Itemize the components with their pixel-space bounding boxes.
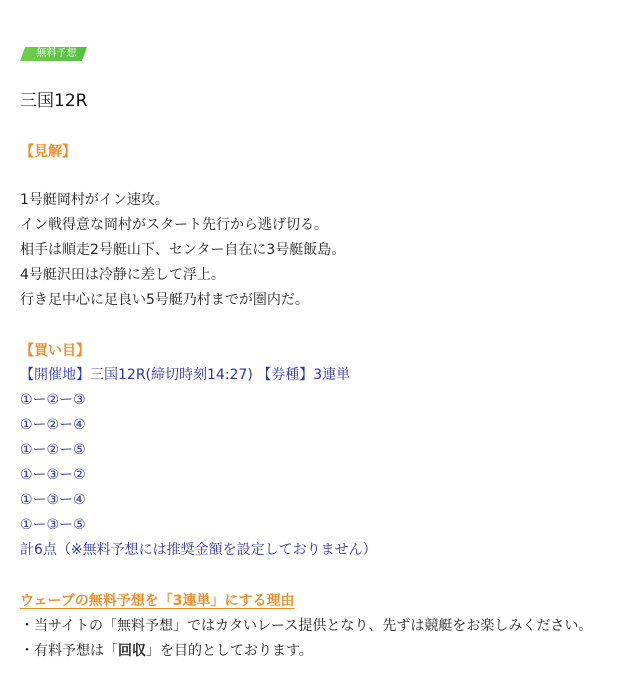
reason-line xyxy=(20,639,592,664)
bets-list xyxy=(20,363,377,563)
reason-line-prefix: ・有料予想は「 xyxy=(20,643,118,659)
reason-emphasis: 回収 xyxy=(118,643,146,659)
bet-combo: ①ー③ー⑤ xyxy=(20,517,86,533)
bet-combo: ①ー③ー④ xyxy=(20,492,86,508)
view-line: 1号艇岡村がイン速攻。 xyxy=(20,192,169,208)
reason-line-suffix: 」を目的としております。 xyxy=(146,643,313,659)
badge-label: 無料予想 xyxy=(36,48,77,59)
bet-combo: ①ー②ー④ xyxy=(20,417,86,433)
reason-line: ・当サイトの「無料予想」ではカタいレース提供となり、先ずは競艇をお楽しみください。 xyxy=(20,618,593,634)
reason-heading-link[interactable]: ウェーブの無料予想を「3連単」にする理由 xyxy=(20,593,295,609)
view-text xyxy=(20,188,345,313)
bet-total: 計6点（※無料予想には推奨金額を設定しておりません） xyxy=(20,542,377,558)
reason-text xyxy=(20,614,592,664)
free-prediction-badge xyxy=(20,47,87,61)
view-line: 行き足中心に足良い5号艇乃村までが圏内だ。 xyxy=(20,292,309,308)
venue-line: 【開催地】三国12R(締切時刻14:27) 【券種】3連単 xyxy=(20,367,351,383)
view-line: 4号艇沢田は冷静に差して浮上。 xyxy=(20,267,225,283)
bets-heading: 【買い目】 xyxy=(20,343,90,359)
bet-combo: ①ー②ー③ xyxy=(20,392,86,408)
view-heading: 【見解】 xyxy=(20,144,76,160)
view-line: イン戦得意な岡村がスタート先行から逃げ切る。 xyxy=(20,217,328,233)
bet-combo: ①ー③ー② xyxy=(20,467,86,483)
race-title: 三国12R xyxy=(20,91,88,111)
bet-combo: ①ー②ー⑤ xyxy=(20,442,86,458)
view-line: 相手は順走2号艇山下、センター自在に3号艇飯島。 xyxy=(20,242,346,258)
